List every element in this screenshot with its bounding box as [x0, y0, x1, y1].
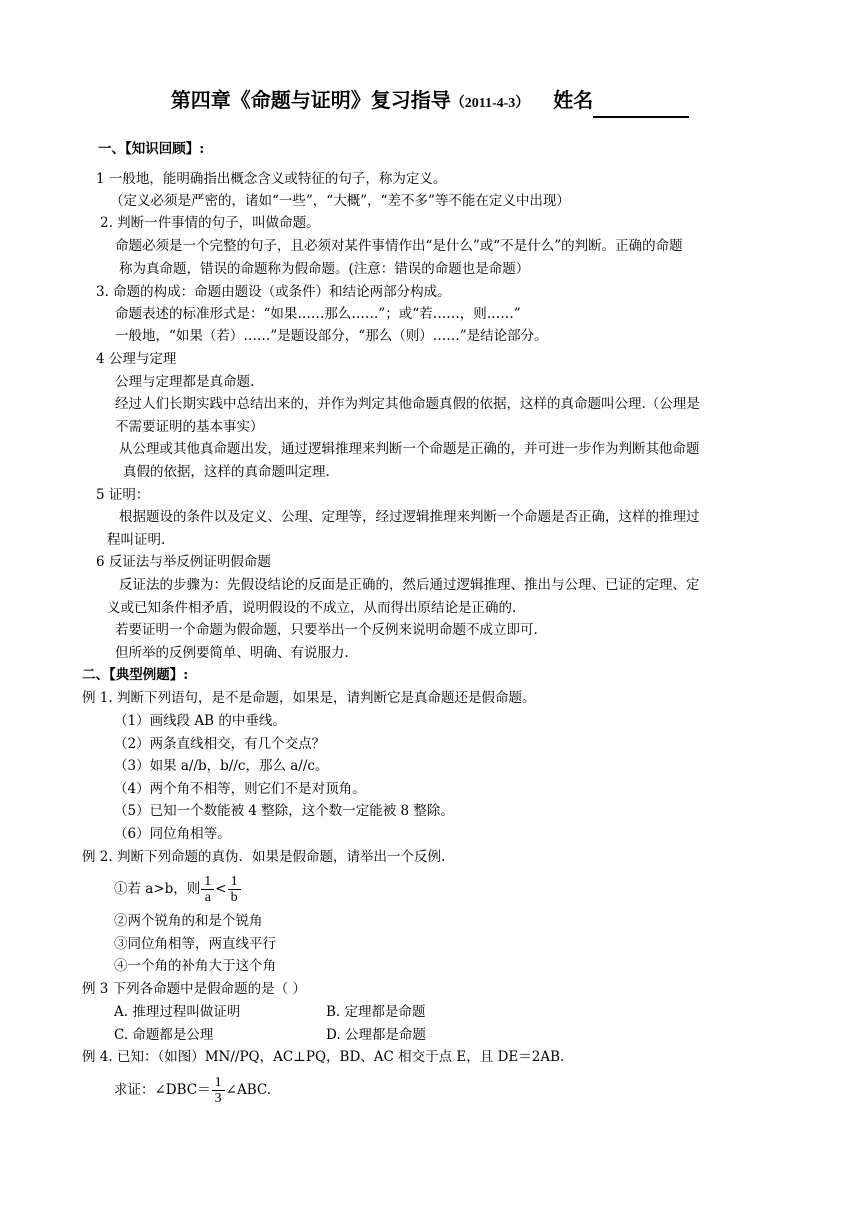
example1-item: （6）同位角相等。	[114, 826, 231, 842]
section1-heading: 一、【知识回顾】:	[98, 141, 205, 157]
knowledge-p4e: 从公理或其他真命题出发，通过逻辑推理来判断一个命题是正确的，并可进一步作为判断其他命题	[119, 441, 700, 457]
example3-stem: 例 3 下列各命题中是假命题的是（ ）	[82, 981, 306, 997]
knowledge-p4: 4 公理与定理	[96, 351, 177, 367]
knowledge-p6b: 反证法的步骤为：先假设结论的反面是正确的，然后通过逻辑推理、推出与公理、已证的定理、定	[119, 577, 700, 593]
example2-item: ②两个锐角的和是个锐角	[114, 913, 263, 929]
example4-prove-prefix: 求证：∠DBC＝	[114, 1082, 211, 1098]
fraction-1-over-3: $\frac{1}{3}$	[212, 1075, 225, 1106]
example2-item1-prefix: ①若 a>b，则	[114, 881, 201, 897]
knowledge-p3b: 命题表述的标准形式是：“如果……那么……”；或“若……，则……”	[115, 306, 521, 322]
example3-option-d: D. 公理都是命题	[326, 1027, 426, 1043]
section2-heading: 二、【典型例题】:	[82, 667, 189, 683]
example2-item: ③同位角相等，两直线平行	[114, 936, 276, 952]
name-label: 姓名	[553, 88, 594, 112]
knowledge-p5: 5 证明：	[96, 487, 150, 503]
example3-option-b: B. 定理都是命题	[326, 1004, 426, 1020]
page-title	[0, 86, 860, 118]
example1-item: （5）已知一个数能被 4 整除，这个数一定能被 8 整除。	[114, 803, 454, 819]
fraction-1-over-a: $\frac{1}{a}$	[201, 874, 214, 905]
fraction-1-over-b: $\frac{1}{b}$	[228, 874, 241, 905]
name-blank-line[interactable]	[593, 96, 689, 118]
knowledge-p4b: 公理与定理都是真命题.	[115, 374, 255, 390]
knowledge-p4f: 真假的依据，这样的真命题叫定理.	[123, 464, 330, 480]
knowledge-p6e: 但所举的反例要简单、明确、有说服力.	[115, 645, 349, 661]
example2-item: ④一个角的补角大于这个角	[114, 958, 276, 974]
title-date: （2011-4-3）	[450, 96, 530, 111]
example2-stem: 例 2. 判断下列命题的真伪．如果是假命题，请举出一个反例.	[82, 849, 446, 865]
knowledge-p4d: 不需要证明的基本事实）	[115, 419, 264, 435]
knowledge-p2: 2. 判断一件事情的句子，叫做命题。	[100, 215, 320, 231]
knowledge-p1: 1 一般地，能明确指出概念含义或特征的句子，称为定义。	[96, 171, 447, 187]
example1-item: （3）如果 a//b，b//c，那么 a//c。	[114, 758, 329, 774]
knowledge-p2c: 称为真命题，错误的命题称为假命题。(注意：错误的命题也是命题）	[119, 261, 530, 277]
example1-stem: 例 1. 判断下列语句，是不是命题，如果是，请判断它是真命题还是假命题。	[82, 690, 536, 706]
knowledge-p6d: 若要证明一个命题为假命题，只要举出一个反例来说明命题不成立即可.	[115, 622, 538, 638]
example1-item: （2）两条直线相交，有几个交点？	[114, 736, 326, 752]
knowledge-p3c: 一般地，“如果（若）……”是题设部分，“那么（则）……”是结论部分。	[115, 328, 548, 344]
title-main: 第四章《命题与证明》复习指导	[170, 88, 451, 112]
example4-stem: 例 4. 已知：（如图）MN//PQ，AC⊥PQ，BD、AC 相交于点 E，且 DE＝2AB.	[82, 1049, 565, 1065]
knowledge-p1b: （定义必须是严密的，诸如“一些”，“大概”，“差不多”等不能在定义中出现）	[110, 193, 570, 209]
example4-prove	[114, 1074, 271, 1106]
knowledge-p5b: 根据题设的条件以及定义、公理、定理等，经过逻辑推理来判断一个命题是否正确，这样的推理过	[119, 509, 700, 525]
example3-option-c: C. 命题都是公理	[114, 1027, 214, 1043]
example4-prove-suffix: ∠ABC.	[225, 1082, 272, 1098]
less-than-sign: <	[215, 881, 227, 897]
knowledge-p4c: 经过人们长期实践中总结出来的，并作为判定其他命题真假的依据，这样的真命题叫公理.（公理是	[115, 396, 700, 412]
knowledge-p2b: 命题必须是一个完整的句子，且必须对某件事情作出“是什么”或“不是什么”的判断。正确的命题	[115, 238, 683, 254]
example1-item: （4）两个角不相等，则它们不是对顶角。	[114, 781, 366, 797]
knowledge-p5c: 程叫证明.	[107, 532, 166, 548]
knowledge-p3: 3. 命题的构成：命题由题设（或条件）和结论两部分构成。	[96, 284, 451, 300]
knowledge-p6c: 义或已知条件相矛盾，说明假设的不成立，从而得出原结论是正确的.	[107, 600, 517, 616]
example1-item: （1）画线段 AB 的中垂线。	[114, 713, 286, 729]
example2-item1	[114, 873, 242, 905]
knowledge-p6: 6 反证法与举反例证明假命题	[96, 554, 271, 570]
example3-option-a: A. 推理过程叫做证明	[114, 1004, 241, 1020]
